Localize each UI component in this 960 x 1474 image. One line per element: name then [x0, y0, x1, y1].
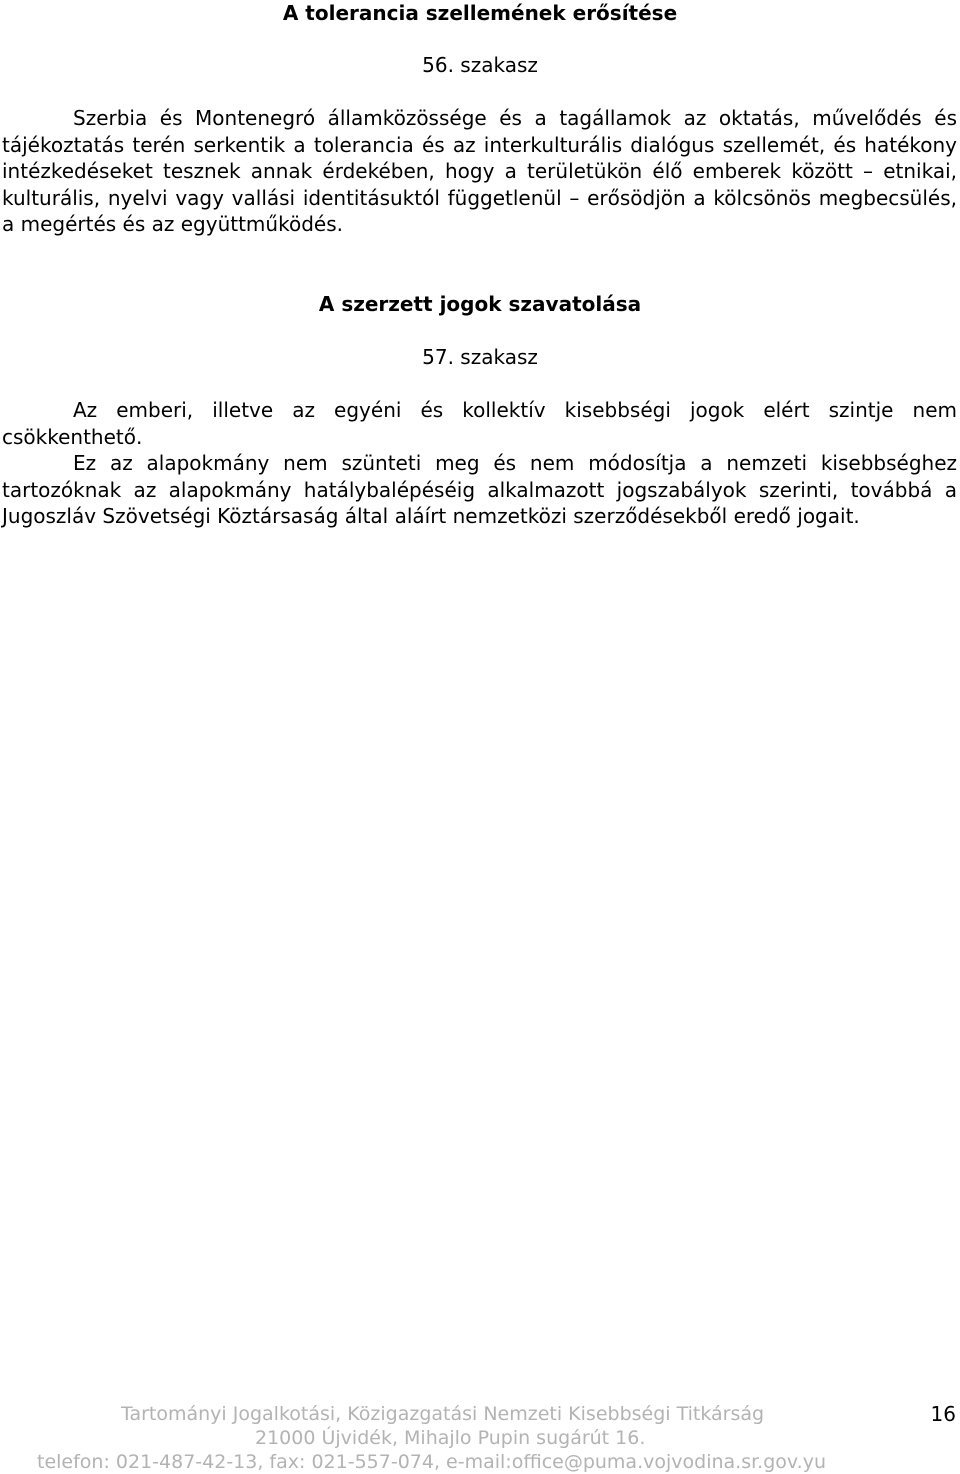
paragraph-56: Szerbia és Montenegró államközössége és a tagállamok az oktatás, művelődés és tájékoztatás terén serkentik a tolerancia és az interkulturális dialógus szellemét, és hatékony intézkedéseket tesznek annak érdekében, hogy a területükön élő emberek között – etnikai, kulturális, nyelvi vagy vallási identitásuktól függetlenül – erősödjön a kölcsönös megbecsülés, a megértés és az együttműködés. — [2, 106, 957, 236]
section-heading-acquired-rights: A szerzett jogok szavatolása — [318, 292, 642, 316]
section-number-56: 56. szakasz — [422, 53, 538, 77]
footer-address: 21000 Újvidék, Mihajlo Pupin sugárút 16. — [255, 1427, 646, 1449]
paragraph-57-1: Az emberi, illetve az egyéni és kollektív kisebbségi jogok elért szintje nem csökkenthető. — [2, 398, 957, 449]
footer-office-name: Tartományi Jogalkotási, Közigazgatási Nemzeti Kisebbségi Titkárság — [121, 1403, 765, 1425]
footer-contact: telefon: 021-487-42-13, fax: 021-557-074, e-mail:office@puma.vojvodina.sr.gov.yu — [37, 1451, 826, 1473]
paragraph-57-2: Ez az alapokmány nem szünteti meg és nem módosítja a nemzeti kisebbséghez tartozóknak az alapokmány hatálybalépéséig alkalmazott jogszabályok szerinti, továbbá a Jugoszláv Szövetségi Köztársaság által aláírt nemzetközi szerződésekből eredő jogait. — [2, 451, 957, 528]
section-heading-tolerance: A tolerancia szellemének erősítése — [282, 1, 678, 25]
page-number: 16 — [930, 1402, 956, 1426]
section-number-57: 57. szakasz — [422, 345, 538, 369]
